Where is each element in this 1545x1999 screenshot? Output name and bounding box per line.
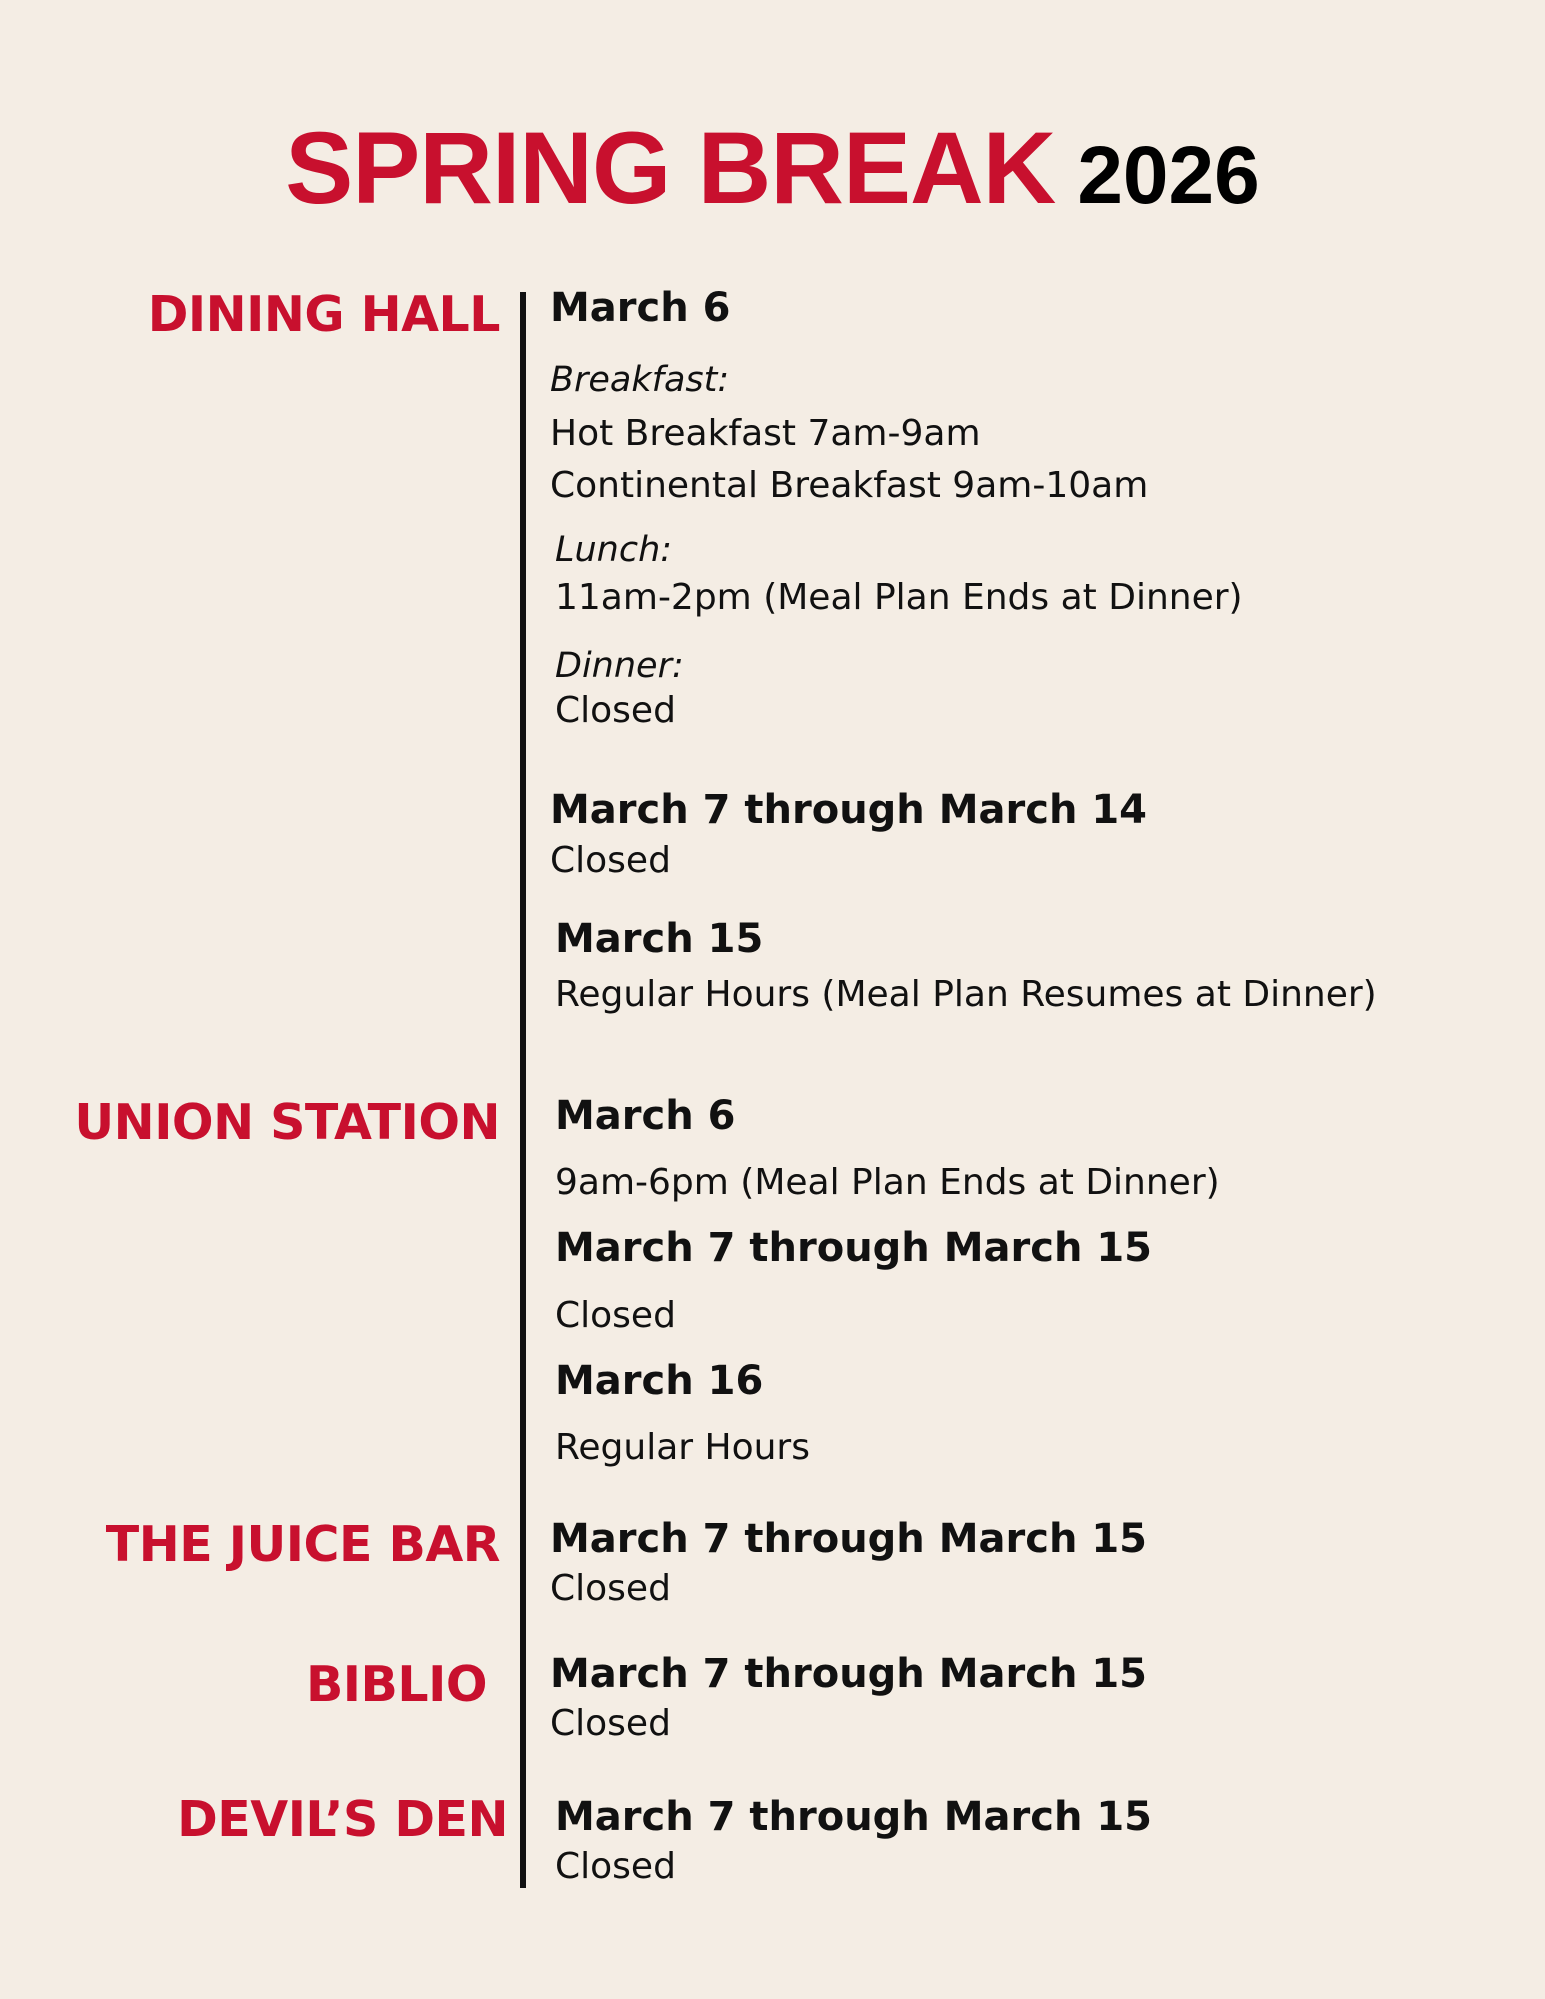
dining-hall-breakfast-line-2: Continental Breakfast 9am-10am xyxy=(550,465,1149,506)
location-juice-bar: THE JUICE BAR xyxy=(105,1516,500,1573)
union-station-hours-2: Closed xyxy=(555,1295,676,1336)
devils-den-date: March 7 through March 15 xyxy=(555,1794,1153,1840)
union-station-date-3: March 16 xyxy=(555,1358,764,1404)
page-title xyxy=(0,110,1545,227)
dining-hall-breakfast-label: Breakfast: xyxy=(550,360,730,400)
location-devils-den: DEVIL’S DEN xyxy=(177,1791,508,1848)
dining-hall-hours-2: Closed xyxy=(550,840,671,881)
title-year: 2026 xyxy=(1077,130,1260,221)
location-dining-hall: DINING HALL xyxy=(147,286,500,343)
biblio-date: March 7 through March 15 xyxy=(550,1651,1148,1697)
dining-hall-dinner-hours: Closed xyxy=(555,690,676,731)
dining-hall-date-1: March 6 xyxy=(550,285,731,331)
dining-hall-breakfast-line-1: Hot Breakfast 7am-9am xyxy=(550,413,981,454)
dining-hall-lunch-hours: 11am-2pm (Meal Plan Ends at Dinner) xyxy=(555,577,1243,618)
dining-hall-lunch-label: Lunch: xyxy=(555,530,673,570)
vertical-divider xyxy=(520,292,526,1888)
juice-bar-date: March 7 through March 15 xyxy=(550,1516,1148,1562)
biblio-hours: Closed xyxy=(550,1703,671,1744)
union-station-date-2: March 7 through March 15 xyxy=(555,1225,1153,1271)
title-main: SPRING BREAK xyxy=(285,111,1056,225)
dining-hall-hours-3: Regular Hours (Meal Plan Resumes at Dinner) xyxy=(555,974,1377,1015)
devils-den-hours: Closed xyxy=(555,1846,676,1887)
dining-hall-date-2: March 7 through March 14 xyxy=(550,787,1148,833)
location-union-station: UNION STATION xyxy=(74,1094,500,1151)
dining-hall-date-3: March 15 xyxy=(555,916,764,962)
juice-bar-hours: Closed xyxy=(550,1568,671,1609)
union-station-hours-1: 9am-6pm (Meal Plan Ends at Dinner) xyxy=(555,1162,1220,1203)
union-station-date-1: March 6 xyxy=(555,1093,736,1139)
dining-hall-dinner-label: Dinner: xyxy=(555,646,684,686)
location-biblio: BIBLIO xyxy=(305,1656,487,1713)
union-station-hours-3: Regular Hours xyxy=(555,1427,810,1468)
